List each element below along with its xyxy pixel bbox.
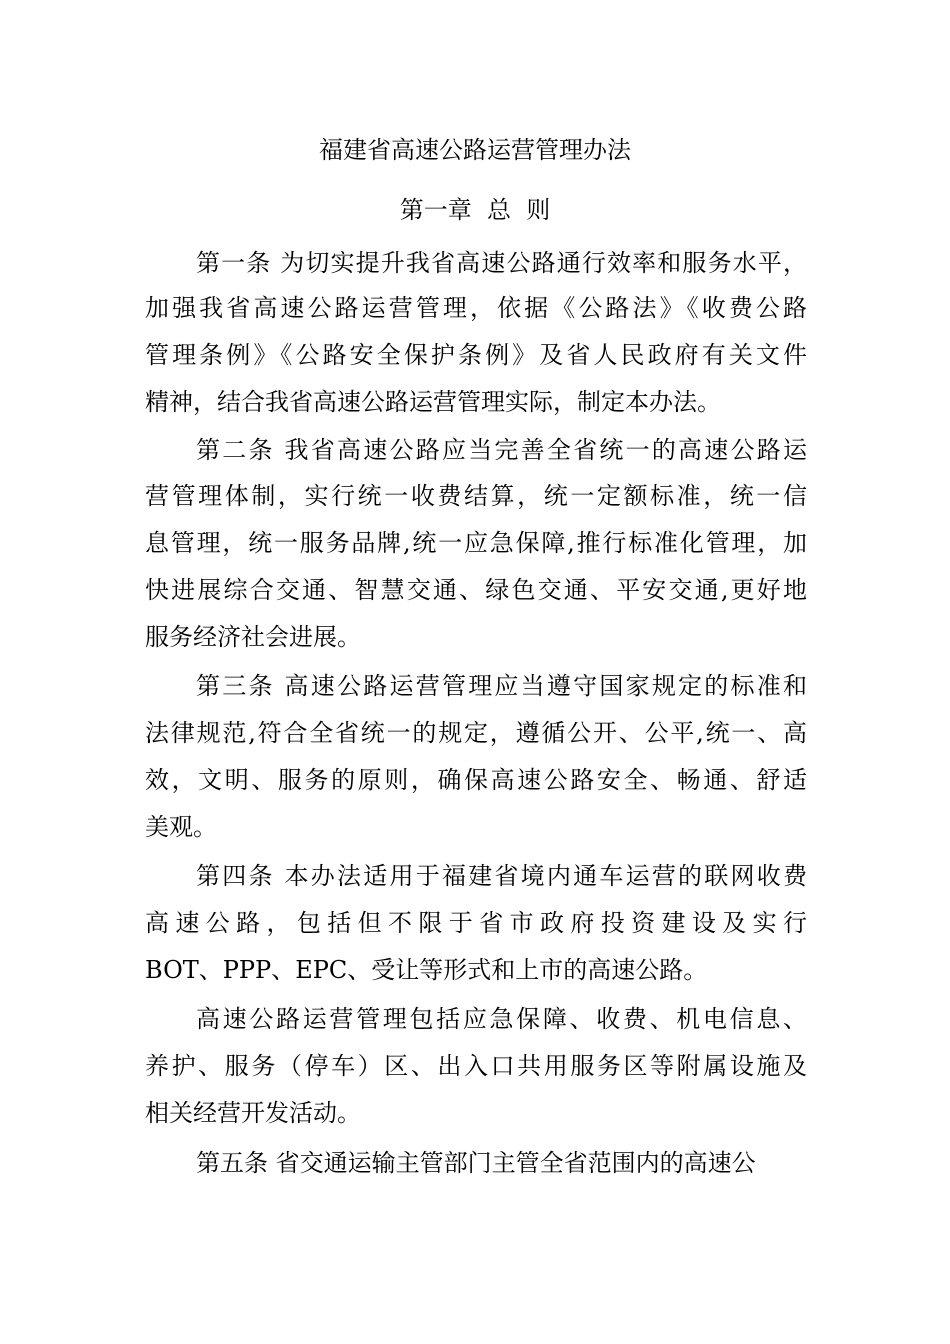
paragraph-line: 管理条例》《公路安全保护条例》及省人民政府有关文件: [145, 341, 807, 369]
document-title: 福建省高速公路运营管理办法: [319, 136, 631, 164]
paragraph-line: 第三条 高速公路运营管理应当遵守国家规定的标准和: [196, 672, 807, 700]
paragraph-line: 精神，结合我省高速公路运营管理实际，制定本办法。: [145, 388, 721, 416]
paragraph-line: 养护、服务（停车）区、出入口共用服务区等附属设施及: [145, 1052, 807, 1080]
paragraph-line: 高速公路，包括但不限于省市政府投资建设及实行: [145, 909, 807, 937]
paragraph-line: 高速公路运营管理包括应急保障、收费、机电信息、: [196, 1005, 807, 1033]
paragraph-line: 服务经济社会进展。: [145, 623, 361, 651]
paragraph-line: 效，文明、服务的原则，确保高速公路安全、畅通、舒适: [145, 766, 807, 794]
paragraph-line: 相关经营开发活动。: [145, 1099, 361, 1127]
paragraph-line: 第二条 我省高速公路应当完善全省统一的高速公路运: [196, 436, 807, 464]
chapter-heading: 第一章 总 则: [399, 196, 551, 224]
paragraph-line: 第四条 本办法适用于福建省境内通车运营的联网收费: [196, 862, 807, 890]
paragraph-line: 法律规范,符合全省统一的规定，遵循公开、公平,统一、高: [145, 719, 807, 747]
paragraph-line: 第五条 省交通运输主管部门主管全省范围内的高速公: [196, 1149, 756, 1177]
paragraph-line: 快进展综合交通、智慧交通、绿色交通、平安交通,更好地: [145, 576, 807, 604]
paragraph-line: 第一条 为切实提升我省高速公路通行效率和服务水平，: [196, 249, 807, 277]
paragraph-line: BOT、PPP、EPC、受让等形式和上市的高速公路。: [145, 956, 708, 984]
paragraph-line: 美观。: [145, 813, 217, 841]
paragraph-line: 加强我省高速公路运营管理，依据《公路法》《收费公路: [145, 294, 807, 322]
paragraph-line: 息管理，统一服务品牌,统一应急保障,推行标准化管理，加: [145, 529, 807, 557]
paragraph-line: 营管理体制，实行统一收费结算，统一定额标准，统一信: [145, 482, 807, 510]
